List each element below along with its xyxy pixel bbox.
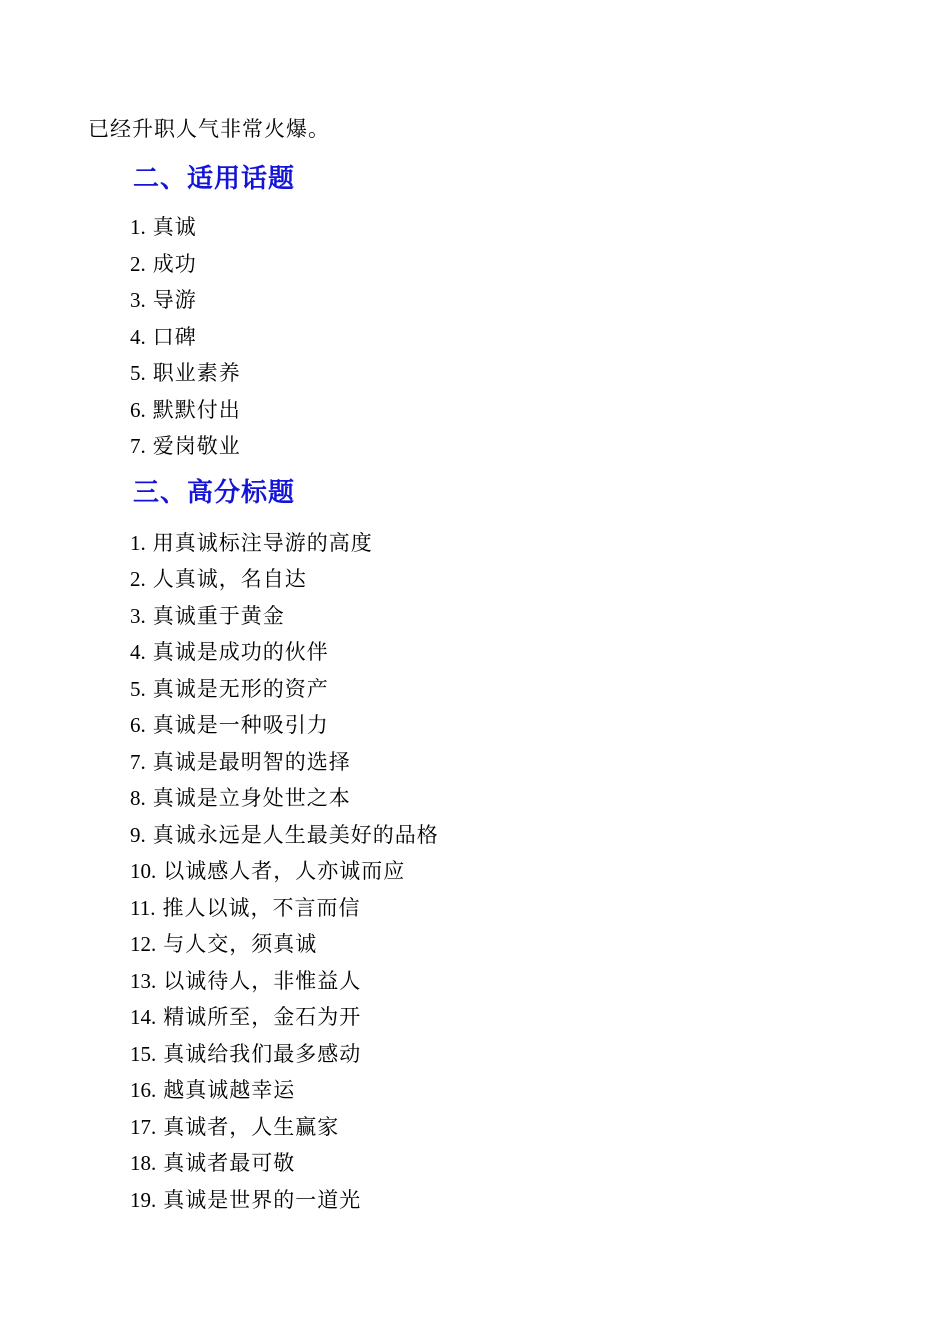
item-text: 与人交，须真诚 bbox=[163, 932, 318, 956]
list-item bbox=[130, 355, 890, 392]
item-text: 真诚者最可敬 bbox=[163, 1151, 296, 1175]
item-text: 真诚重于黄金 bbox=[152, 603, 285, 628]
item-number: 1. bbox=[130, 215, 146, 239]
item-text: 越真诚越幸运 bbox=[163, 1078, 296, 1102]
item-text: 职业素养 bbox=[152, 361, 241, 385]
item-number: 2. bbox=[130, 567, 146, 591]
item-text: 导游 bbox=[152, 288, 197, 312]
list-item bbox=[130, 780, 890, 817]
item-number: 12. bbox=[130, 932, 157, 956]
list-item bbox=[130, 282, 890, 319]
item-number: 3. bbox=[130, 288, 146, 312]
item-text: 以诚待人，非惟益人 bbox=[163, 968, 362, 993]
item-number: 19. bbox=[130, 1187, 157, 1212]
list-item bbox=[130, 1145, 890, 1182]
list-item bbox=[130, 246, 890, 283]
item-text: 爱岗敬业 bbox=[152, 434, 241, 458]
item-text: 真诚者，人生赢家 bbox=[163, 1114, 340, 1139]
item-number: 17. bbox=[130, 1114, 157, 1139]
item-number: 11. bbox=[130, 895, 156, 920]
item-text: 推人以诚，不言而信 bbox=[162, 895, 361, 920]
list-item bbox=[130, 890, 890, 927]
item-number: 3. bbox=[130, 603, 146, 628]
list-item bbox=[130, 744, 890, 781]
list-item bbox=[130, 1072, 890, 1109]
list-item bbox=[130, 634, 890, 671]
list-item bbox=[130, 392, 890, 429]
item-text: 真诚是立身处世之本 bbox=[152, 786, 351, 810]
list-item bbox=[130, 209, 890, 246]
item-number: 4. bbox=[130, 324, 146, 349]
titles-list bbox=[130, 525, 890, 1219]
intro-paragraph: 已经升职人气非常火爆。 bbox=[88, 117, 330, 141]
item-number: 13. bbox=[130, 968, 157, 993]
section-heading-titles: 三、高分标题 bbox=[133, 476, 296, 507]
item-number: 1. bbox=[130, 530, 146, 555]
item-number: 7. bbox=[130, 749, 146, 774]
item-number: 5. bbox=[130, 361, 146, 385]
item-text: 真诚是世界的一道光 bbox=[163, 1187, 362, 1212]
list-item bbox=[130, 963, 890, 1000]
item-text: 真诚 bbox=[152, 215, 197, 239]
item-number: 16. bbox=[130, 1078, 157, 1102]
item-number: 14. bbox=[130, 1005, 157, 1029]
topics-list bbox=[130, 209, 890, 465]
item-text: 真诚是最明智的选择 bbox=[152, 749, 351, 774]
item-number: 5. bbox=[130, 676, 146, 701]
section-heading-topics: 二、适用话题 bbox=[133, 163, 296, 193]
item-number: 2. bbox=[130, 251, 146, 276]
item-text: 真诚是一种吸引力 bbox=[152, 713, 329, 737]
list-item bbox=[130, 926, 890, 963]
item-number: 6. bbox=[130, 713, 146, 737]
list-item bbox=[130, 999, 890, 1036]
item-text: 口碑 bbox=[152, 324, 197, 349]
item-text: 真诚给我们最多感动 bbox=[163, 1041, 362, 1066]
item-number: 15. bbox=[130, 1041, 157, 1066]
item-number: 8. bbox=[130, 786, 146, 810]
item-number: 6. bbox=[130, 397, 146, 422]
list-item bbox=[130, 817, 890, 854]
item-text: 人真诚，名自达 bbox=[152, 567, 307, 591]
list-item bbox=[130, 1109, 890, 1146]
list-item bbox=[130, 1182, 890, 1219]
list-item bbox=[130, 319, 890, 356]
item-number: 10. bbox=[130, 859, 157, 883]
list-item bbox=[130, 707, 890, 744]
item-text: 精诚所至，金石为开 bbox=[163, 1005, 362, 1029]
list-item bbox=[130, 525, 890, 562]
item-text: 成功 bbox=[152, 251, 197, 276]
item-number: 18. bbox=[130, 1151, 157, 1175]
item-text: 以诚感人者，人亦诚而应 bbox=[163, 859, 406, 883]
item-number: 4. bbox=[130, 640, 146, 664]
list-item bbox=[130, 671, 890, 708]
item-text: 真诚是无形的资产 bbox=[152, 676, 329, 701]
item-text: 真诚永远是人生最美好的品格 bbox=[152, 822, 439, 847]
item-text: 默默付出 bbox=[152, 397, 241, 422]
item-text: 真诚是成功的伙伴 bbox=[152, 640, 329, 664]
item-text: 用真诚标注导游的高度 bbox=[152, 530, 373, 555]
list-item bbox=[130, 853, 890, 890]
item-number: 9. bbox=[130, 822, 146, 847]
list-item bbox=[130, 598, 890, 635]
list-item bbox=[130, 561, 890, 598]
item-number: 7. bbox=[130, 434, 146, 458]
list-item bbox=[130, 1036, 890, 1073]
list-item bbox=[130, 428, 890, 465]
